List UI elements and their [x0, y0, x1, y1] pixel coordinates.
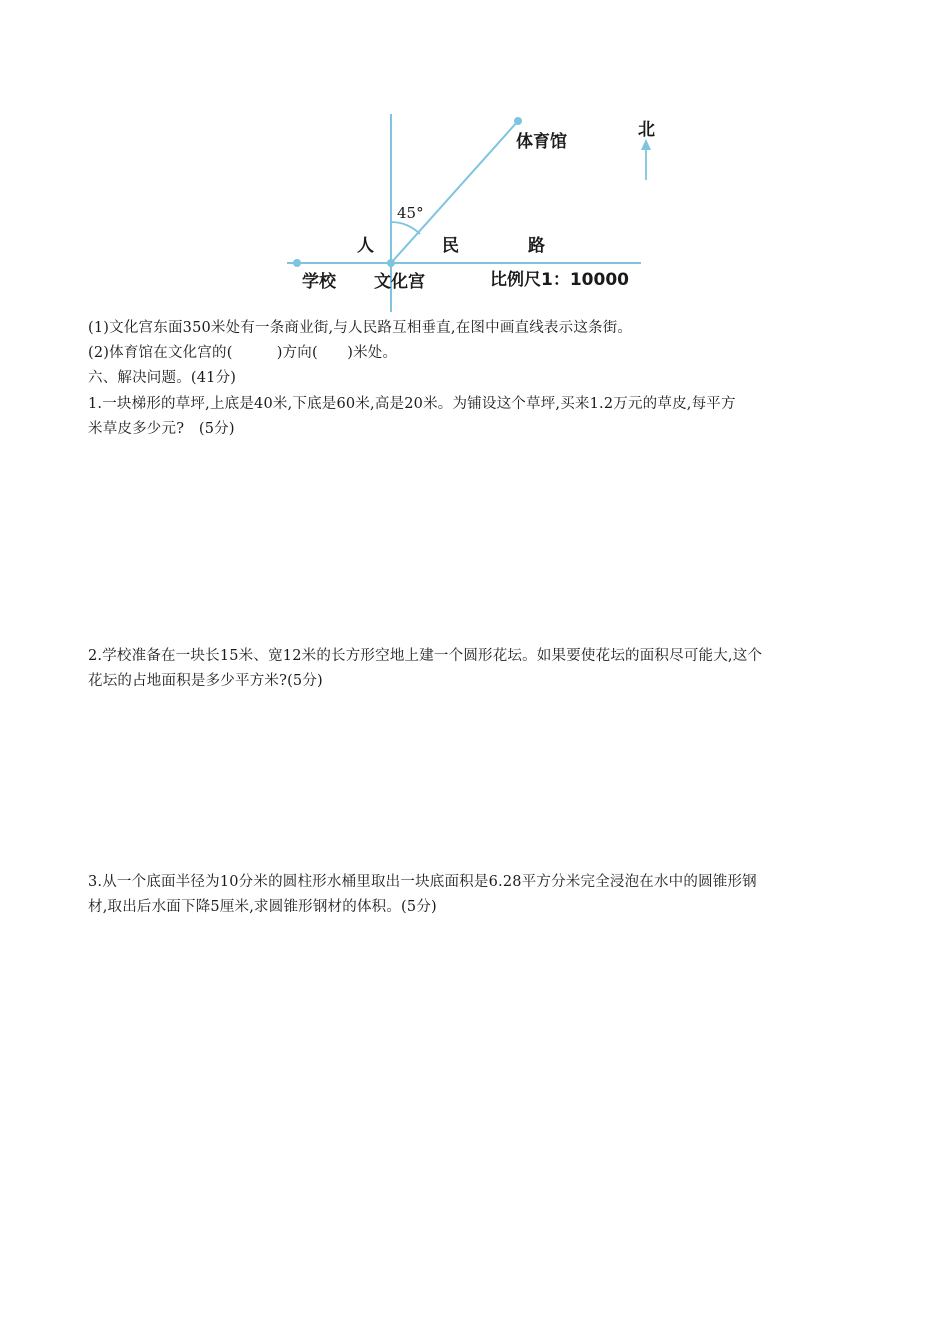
gym-label: 体育馆	[516, 132, 567, 152]
north-label: 北	[638, 120, 655, 140]
part5-question-1: (1)文化宫东面350米处有一条商业街,与人民路互相垂直,在图中画直线表示这条街。	[88, 320, 633, 336]
road-char-2: 民	[442, 236, 459, 256]
question-3-line-1: 3.从一个底面半径为10分米的圆柱形水桶里取出一块底面积是6.28平方分米完全浸泡在水中的圆锥形钢	[88, 874, 757, 890]
culture-palace-label: 文化宫	[374, 272, 425, 292]
school-label: 学校	[302, 272, 336, 292]
angle-arc	[391, 222, 420, 234]
north-arrow-icon	[641, 139, 651, 150]
road-char-3: 路	[528, 236, 545, 256]
culture-palace-point	[387, 259, 395, 267]
question-1-line-1: 1.一块梯形的草坪,上底是40米,下底是60米,高是20米。为铺设这个草坪,买来1.2万元的草皮,每平方	[88, 396, 736, 412]
angle-label: 45°	[397, 204, 424, 222]
school-point	[293, 259, 301, 267]
question-2-line-1: 2.学校准备在一块长15米、宽12米的长方形空地上建一个圆形花坛。如果要使花坛的面积尽可能大,这个	[88, 648, 763, 664]
map-figure	[0, 0, 950, 320]
gym-point	[514, 117, 522, 125]
question-1-line-2: 米草皮多少元? (5分)	[88, 421, 235, 437]
road-char-1: 人	[357, 236, 374, 256]
scale-label: 比例尺1：10000	[490, 270, 629, 290]
part6-heading: 六、解决问题。(41分)	[88, 370, 237, 386]
question-3-line-2: 材,取出后水面下降5厘米,求圆锥形钢材的体积。(5分)	[88, 899, 437, 915]
part5-question-2: (2)体育馆在文化宫的( )方向( )米处。	[88, 345, 398, 361]
question-2-line-2: 花坛的占地面积是多少平方米?(5分)	[88, 673, 323, 689]
